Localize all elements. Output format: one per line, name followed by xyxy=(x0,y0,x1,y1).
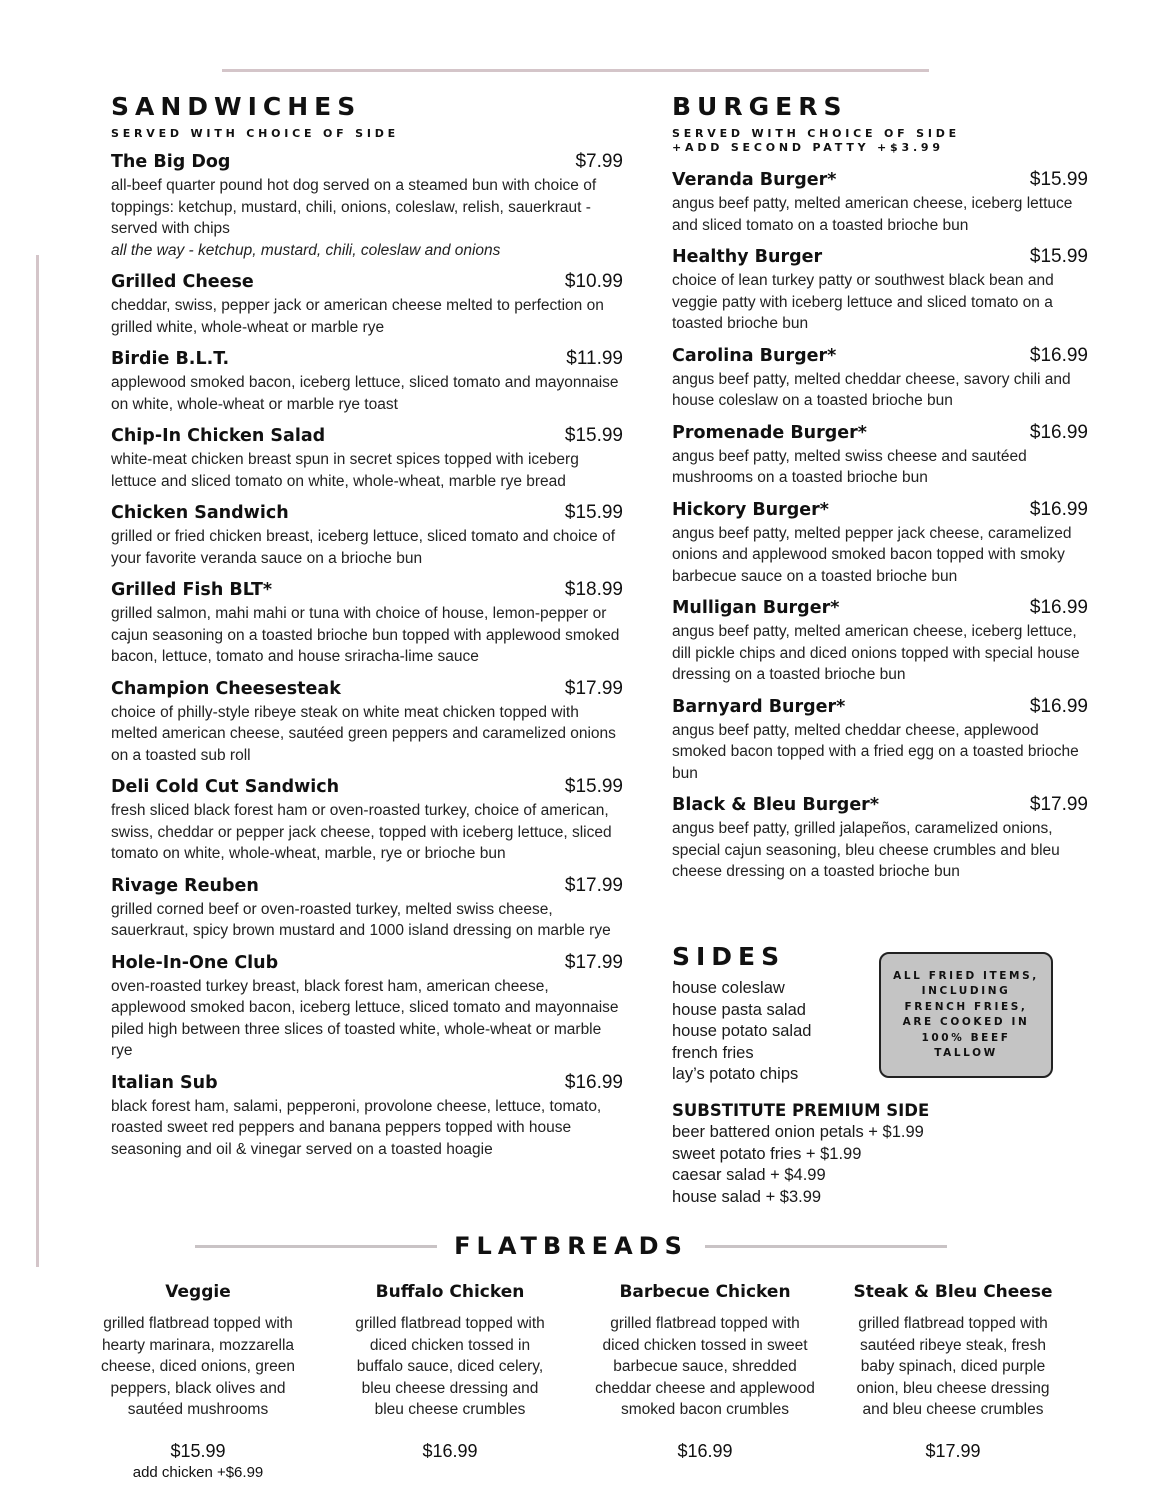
item-price: $15.99 xyxy=(564,425,623,446)
item-name: Veranda Burger* xyxy=(672,170,837,190)
flatbread-price: $16.99 xyxy=(677,1441,733,1461)
flatbread-description: grilled flatbread topped with hearty marinara, mozzarella cheese, diced onions, green peppers, black olives and sautéed mushrooms xyxy=(101,1315,295,1418)
flatbread-price: $16.99 xyxy=(422,1441,478,1461)
menu-item xyxy=(672,792,1088,883)
flatbread-item xyxy=(349,1279,551,1463)
premium-item: caesar salad + $4.99 xyxy=(672,1166,826,1184)
flatbread-price: $17.99 xyxy=(925,1441,981,1461)
item-price: $16.99 xyxy=(1029,344,1088,366)
premium-item: sweet potato fries + $1.99 xyxy=(672,1144,862,1163)
item-description: angus beef patty, grilled jalapeños, caramelized onions, special cajun seasoning, bleu cheese crumbles and bleu cheese dressing on a toasted brioche bun xyxy=(672,820,1060,880)
item-name: Grilled Fish BLT* xyxy=(111,580,273,600)
burgers-section xyxy=(672,92,1088,883)
item-name: Grilled Cheese xyxy=(111,272,254,292)
item-description: angus beef patty, melted cheddar cheese, applewood smoked bacon topped with a fried egg on a toasted brioche bun xyxy=(672,721,1079,782)
sandwiches-section xyxy=(111,92,623,1160)
item-name: Chicken Sandwich xyxy=(111,503,289,523)
flatbread-name: Steak & Bleu Cheese xyxy=(853,1282,1053,1302)
flatbread-item xyxy=(852,1279,1054,1463)
premium-sides xyxy=(672,1100,1092,1208)
item-name: Healthy Burger xyxy=(672,247,823,267)
item-name: Champion Cheesesteak xyxy=(111,678,341,699)
item-price: $17.99 xyxy=(1029,794,1088,815)
menu-item xyxy=(111,149,623,261)
item-price: $16.99 xyxy=(564,1071,623,1093)
top-divider xyxy=(222,69,929,72)
side-item: house potato salad xyxy=(672,1022,812,1040)
premium-title: SUBSTITUTE PREMIUM SIDE xyxy=(672,1101,930,1120)
notice-text: ALL FRIED ITEMS, INCLUDING FRENCH FRIES, ARE COOKED IN 100% BEEF TALLOW xyxy=(893,969,1039,1059)
item-name: Promenade Burger* xyxy=(672,422,867,443)
item-price: $15.99 xyxy=(564,502,623,523)
item-price: $16.99 xyxy=(1029,695,1088,717)
premium-item: house salad + $3.99 xyxy=(672,1187,822,1206)
menu-item xyxy=(672,420,1088,489)
item-description: cheddar, swiss, pepper jack or american cheese melted to perfection on grilled white, whole-wheat or marble rye xyxy=(111,297,604,336)
item-price: $15.99 xyxy=(564,776,623,797)
menu-item xyxy=(672,244,1088,335)
item-description: angus beef patty, melted swiss cheese and sautéed mushrooms on a toasted brioche bun xyxy=(672,447,1027,486)
burgers-add-patty: +ADD SECOND PATTY +$3.99 xyxy=(672,141,944,154)
item-price: $17.99 xyxy=(564,951,623,973)
item-description: fresh sliced black forest ham or oven-roasted turkey, choice of american, swiss, cheddar or pepper jack cheese, topped with iceberg lettuce, sliced tomato on white, whole-wheat, marble, rye or brioche bun xyxy=(111,802,612,862)
menu-item xyxy=(111,1070,623,1161)
flatbreads-divider-right xyxy=(705,1245,947,1248)
premium-list xyxy=(672,1122,1092,1208)
item-description: black forest ham, salami, pepperoni, provolone cheese, lettuce, tomato, roasted sweet red peppers and banana peppers topped with house seasoning and oil & vinegar served on a toasted hoagie xyxy=(111,1097,602,1158)
fried-items-notice xyxy=(879,952,1053,1078)
item-name: Carolina Burger* xyxy=(672,345,837,366)
item-name: Hole-In-One Club xyxy=(111,952,279,973)
item-price: $15.99 xyxy=(1029,169,1088,190)
item-price: $16.99 xyxy=(1029,498,1088,520)
item-price: $11.99 xyxy=(566,348,623,369)
sandwiches-subtitle: SERVED WITH CHOICE OF SIDE xyxy=(111,127,399,140)
item-name: Birdie B.L.T. xyxy=(111,349,230,369)
item-name: Barnyard Burger* xyxy=(672,696,846,717)
item-description: choice of lean turkey patty or southwest black bean and veggie patty with iceberg lettuce and sliced tomato on a toasted brioche bun xyxy=(672,272,1054,332)
item-name: Mulligan Burger* xyxy=(672,598,840,618)
flatbread-description: grilled flatbread topped with diced chicken tossed in sweet barbecue sauce, shredded cheddar cheese and applewood smoked bacon crumbles xyxy=(595,1315,815,1418)
item-name: Deli Cold Cut Sandwich xyxy=(111,777,340,797)
item-note: all the way - ketchup, mustard, chili, coleslaw and onions xyxy=(111,241,501,259)
menu-item xyxy=(111,774,623,865)
side-item: french fries xyxy=(672,1043,754,1062)
left-divider xyxy=(36,255,39,1267)
menu-item xyxy=(111,873,623,942)
item-description: grilled or fried chicken breast, iceberg lettuce, sliced tomato and choice of your favorite veranda sauce on a brioche bun xyxy=(111,528,616,567)
flatbread-item xyxy=(97,1279,299,1483)
item-price: $15.99 xyxy=(1029,246,1088,267)
item-name: Rivage Reuben xyxy=(111,875,259,896)
flatbread-name: Veggie xyxy=(165,1282,231,1302)
menu-item xyxy=(111,577,623,668)
menu-item xyxy=(111,950,623,1062)
item-price: $16.99 xyxy=(1029,421,1088,443)
item-price: $10.99 xyxy=(564,271,623,292)
flatbread-description: grilled flatbread topped with sautéed ribeye steak, fresh baby spinach, diced purple onion, bleu cheese dressing and bleu cheese crumbles xyxy=(856,1315,1050,1418)
item-description: angus beef patty, melted pepper jack cheese, caramelized onions and applewood smoked bacon topped with smoky barbecue sauce on a toasted brioche bun xyxy=(672,524,1072,585)
item-name: Hickory Burger* xyxy=(672,499,829,520)
item-name: Black & Bleu Burger* xyxy=(672,795,879,815)
burgers-title: BURGERS xyxy=(672,92,848,121)
item-price: $17.99 xyxy=(564,677,623,699)
item-description: angus beef patty, melted american cheese, iceberg lettuce and sliced tomato on a toasted brioche bun xyxy=(672,195,1073,234)
flatbread-addon: add chicken +$6.99 xyxy=(132,1464,264,1481)
item-name: Chip-In Chicken Salad xyxy=(111,426,326,446)
sides-title: SIDES xyxy=(672,942,786,971)
item-price: $17.99 xyxy=(564,874,623,896)
side-item: house pasta salad xyxy=(672,1000,806,1019)
item-description: grilled corned beef or oven-roasted turkey, melted swiss cheese, sauerkraut, spicy brown mustard and 1000 island dressing on marble rye xyxy=(111,900,611,939)
menu-item xyxy=(111,346,623,415)
item-price: $16.99 xyxy=(1029,597,1088,618)
menu-item xyxy=(111,269,623,338)
item-name: Italian Sub xyxy=(111,1072,218,1093)
menu-item xyxy=(672,343,1088,412)
menu-item xyxy=(672,595,1088,686)
flatbreads-title: FLATBREADS xyxy=(454,1232,688,1260)
menu-item xyxy=(672,167,1088,236)
item-description: all-beef quarter pound hot dog served on a steamed bun with choice of toppings: ketchup, mustard, chili, onions, coleslaw, relish, sauerkraut - served with chips xyxy=(111,177,597,237)
item-description: angus beef patty, melted cheddar cheese, savory chili and house coleslaw on a toasted brioche bun xyxy=(672,370,1071,409)
flatbreads-header xyxy=(195,1232,947,1260)
item-price: $18.99 xyxy=(564,579,623,600)
item-description: oven-roasted turkey breast, black forest ham, american cheese, applewood smoked bacon, iceberg lettuce, sliced tomato and mayonnaise piled high between three slices of toasted white, whole-wheat or marble rye xyxy=(111,977,619,1059)
flatbread-name: Buffalo Chicken xyxy=(375,1282,525,1302)
item-price: $7.99 xyxy=(575,151,623,172)
flatbread-name: Barbecue Chicken xyxy=(619,1282,791,1302)
menu-item xyxy=(111,676,623,767)
item-description: choice of philly-style ribeye steak on white meat chicken topped with melted american cheese, sautéed green peppers and caramelized onions on a toasted sub roll xyxy=(111,703,616,764)
sandwiches-title: SANDWICHES xyxy=(111,92,362,121)
flatbread-item xyxy=(594,1279,816,1463)
item-name: The Big Dog xyxy=(111,152,231,172)
menu-item xyxy=(111,500,623,569)
flatbread-price: $15.99 xyxy=(170,1441,226,1461)
side-item: lay’s potato chips xyxy=(672,1065,799,1083)
item-description: angus beef patty, melted american cheese, iceberg lettuce, dill pickle chips and diced onions topped with special house dressing on a toasted brioche bun xyxy=(672,623,1080,683)
premium-item: beer battered onion petals + $1.99 xyxy=(672,1123,924,1141)
item-description: white-meat chicken breast spun in secret spices topped with iceberg lettuce and sliced tomato on white, whole-wheat, marble rye bread xyxy=(111,451,579,490)
menu-item xyxy=(672,497,1088,588)
side-item: house coleslaw xyxy=(672,979,785,997)
flatbread-description: grilled flatbread topped with diced chicken tossed in buffalo sauce, diced celery, bleu cheese dressing and bleu cheese crumbles xyxy=(355,1315,545,1418)
item-description: grilled salmon, mahi mahi or tuna with choice of house, lemon-pepper or cajun seasoning on a toasted brioche bun topped with applewood smoked bacon, lettuce, tomato and house sriracha-lime sauce xyxy=(111,605,620,665)
burgers-subtitle: SERVED WITH CHOICE OF SIDE xyxy=(672,127,960,140)
menu-item xyxy=(111,423,623,492)
item-description: applewood smoked bacon, iceberg lettuce, sliced tomato and mayonnaise on white, whole-wheat or marble rye toast xyxy=(111,374,619,413)
menu-item xyxy=(672,694,1088,785)
